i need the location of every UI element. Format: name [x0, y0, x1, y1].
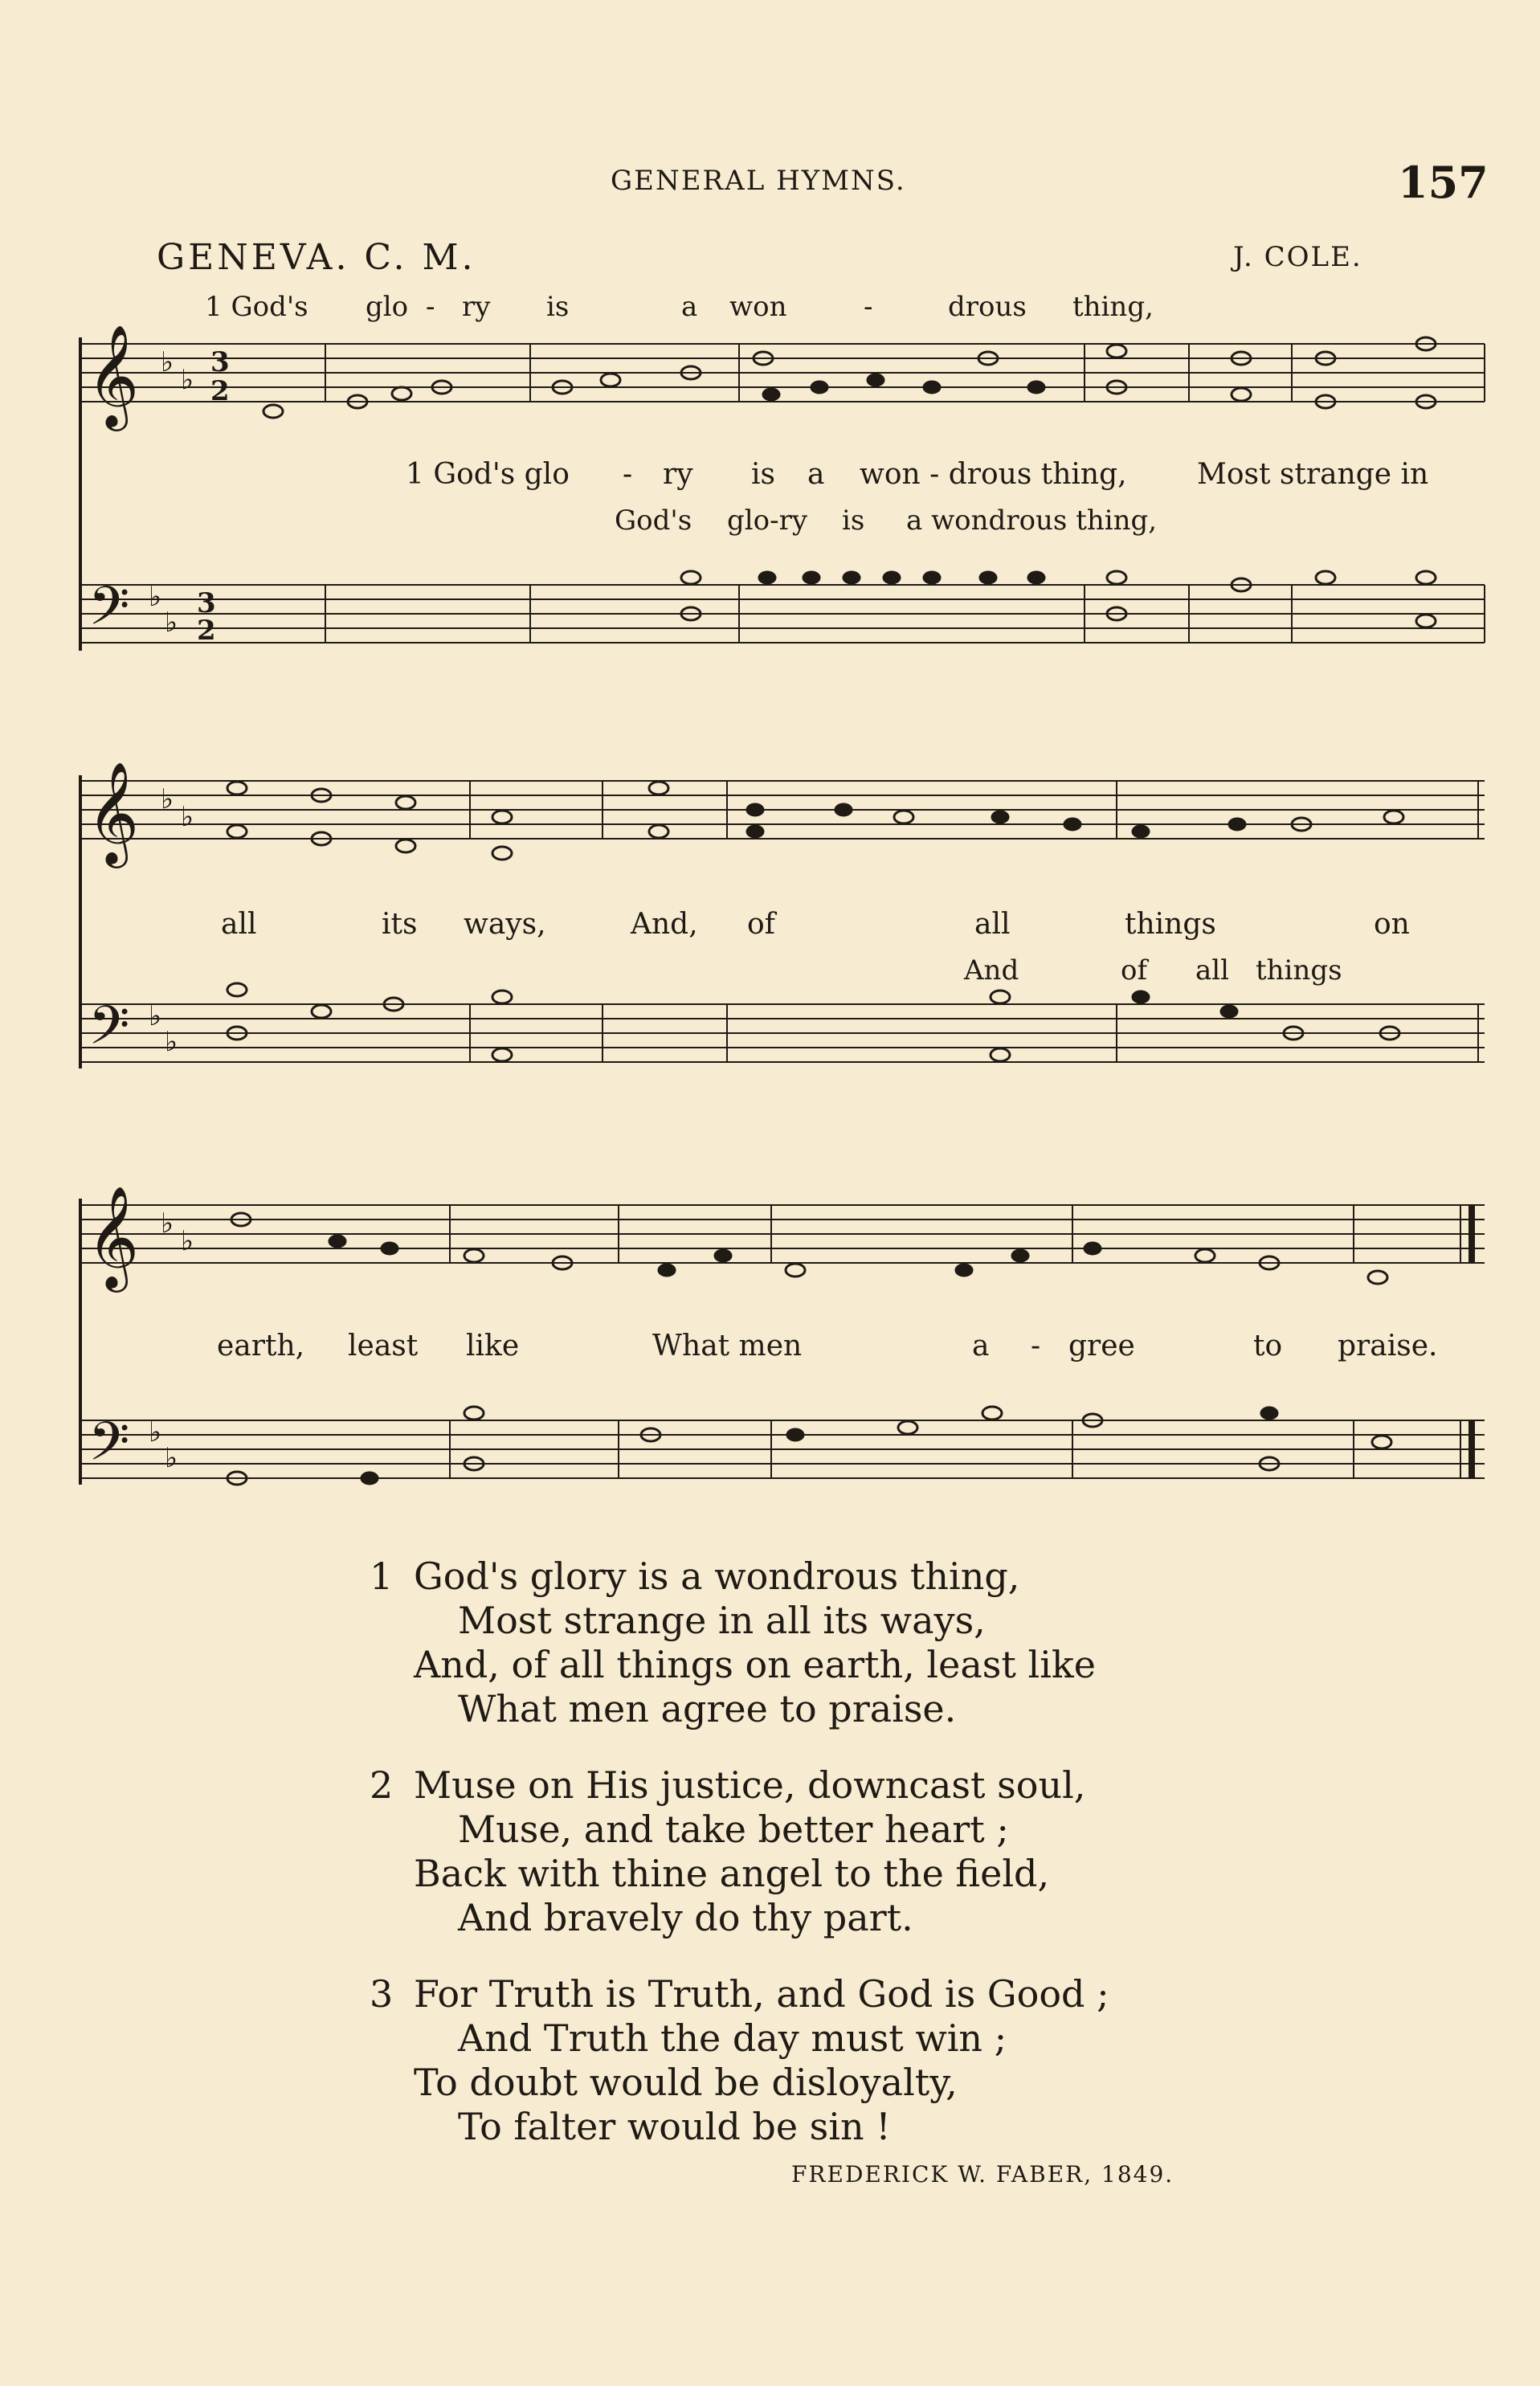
lyric: ry	[663, 458, 693, 491]
lyric: things	[1125, 908, 1216, 941]
lyric: is	[842, 505, 865, 537]
lyric: Most strange in	[1197, 458, 1429, 491]
lyric: is	[546, 291, 570, 323]
svg-text:♭: ♭	[165, 607, 178, 639]
stanza-number: 2	[370, 1763, 394, 1807]
verse-line: And bravely do thy part.	[458, 1896, 913, 1939]
svg-text:𝄞: 𝄞	[87, 761, 140, 864]
lyric: -	[426, 291, 435, 323]
verse-line: To doubt would be disloyalty,	[414, 2061, 958, 2104]
lyric: its	[382, 908, 418, 941]
svg-text:♭: ♭	[149, 1000, 162, 1032]
lyric: things	[1256, 954, 1342, 987]
svg-text:2: 2	[197, 615, 216, 647]
lyric: glo-ry	[727, 505, 808, 537]
lyric: God's	[615, 505, 692, 537]
svg-text:♭: ♭	[161, 1207, 174, 1240]
svg-text:𝄢: 𝄢	[88, 995, 130, 1069]
svg-text:♭: ♭	[181, 1225, 194, 1257]
verse-line: And Truth the day must win ;	[458, 2016, 1007, 2060]
system1-bass-staff	[80, 585, 1485, 643]
lyric: of	[1121, 954, 1148, 987]
lyric: -	[864, 291, 873, 323]
lyric: gree	[1068, 1330, 1135, 1363]
svg-text:3: 3	[197, 587, 216, 619]
lyric: a	[807, 458, 825, 491]
lyric: like	[466, 1330, 520, 1363]
lyric: all	[974, 908, 1011, 941]
verse-line: Muse, and take better heart ;	[458, 1808, 1009, 1851]
stanza-3	[370, 1972, 1109, 2149]
verse-line: For Truth is Truth, and God is Good ;	[414, 1972, 1109, 2016]
lyric: praise.	[1338, 1330, 1438, 1363]
lyric: 1 God's	[205, 291, 308, 323]
lyric: glo	[366, 291, 409, 323]
lyric: -	[1031, 1330, 1041, 1363]
verse-line: Muse on His justice, downcast soul,	[414, 1763, 1086, 1807]
lyric: a	[972, 1330, 990, 1363]
lyric: -	[623, 458, 633, 491]
lyric: a wondrous thing,	[906, 505, 1158, 537]
svg-text:♭: ♭	[149, 581, 162, 613]
svg-text:𝄢: 𝄢	[88, 575, 130, 650]
system1-treble-staff	[80, 344, 1485, 402]
composer: J. COLE.	[1233, 241, 1362, 273]
svg-text:♭: ♭	[181, 801, 194, 833]
lyric: ways,	[464, 908, 546, 941]
lyric: drous	[948, 291, 1027, 323]
tune-name: GENEVA. C. M.	[157, 237, 476, 278]
lyric: all	[1195, 954, 1230, 987]
svg-text:2: 2	[210, 375, 230, 407]
verse-line: Back with thine angel to the field,	[414, 1852, 1050, 1895]
lyric: thing,	[1072, 291, 1154, 323]
stanza-number: 3	[370, 1972, 394, 2016]
lyric: won	[729, 291, 787, 323]
lyric: to	[1253, 1330, 1283, 1363]
svg-text:♭: ♭	[161, 346, 174, 378]
svg-text:𝄞: 𝄞	[87, 1185, 140, 1288]
lyric: of	[747, 908, 775, 941]
verse-line: Most strange in all its ways,	[458, 1599, 986, 1642]
verse-line: And, of all things on earth, least like	[414, 1643, 1097, 1686]
stanza-number: 1	[370, 1555, 394, 1598]
page-number: 157	[1398, 157, 1489, 208]
svg-text:𝄢: 𝄢	[88, 1411, 130, 1485]
lyric: is	[751, 458, 775, 491]
lyric: 1 God's glo	[406, 458, 570, 491]
running-head: GENERAL HYMNS.	[611, 165, 906, 197]
verses	[370, 1555, 1109, 2181]
lyric: And	[964, 954, 1019, 987]
lyric: What men	[652, 1330, 803, 1363]
verse-line: What men agree to praise.	[458, 1687, 957, 1730]
verse-line: To falter would be sin !	[458, 2105, 891, 2148]
lyric: And,	[631, 908, 698, 941]
author-attribution: FREDERICK W. FABER, 1849.	[791, 2161, 1174, 2188]
svg-text:𝄞: 𝄞	[87, 324, 140, 427]
stanza-1	[370, 1555, 1109, 1731]
lyric: least	[348, 1330, 419, 1363]
svg-text:♭: ♭	[161, 783, 174, 815]
lyric: a	[681, 291, 698, 323]
lyric: earth,	[217, 1330, 305, 1363]
lyric: on	[1374, 908, 1410, 941]
svg-text:3: 3	[210, 346, 230, 378]
lyric: ry	[462, 291, 491, 323]
svg-text:♭: ♭	[149, 1416, 162, 1448]
lyric: won - drous thing,	[860, 458, 1127, 491]
svg-text:♭: ♭	[165, 1026, 178, 1058]
svg-text:♭: ♭	[181, 364, 194, 396]
verse-line: God's glory is a wondrous thing,	[414, 1555, 1020, 1598]
svg-text:♭: ♭	[165, 1442, 178, 1474]
lyric: all	[221, 908, 257, 941]
stanza-2	[370, 1763, 1109, 1940]
